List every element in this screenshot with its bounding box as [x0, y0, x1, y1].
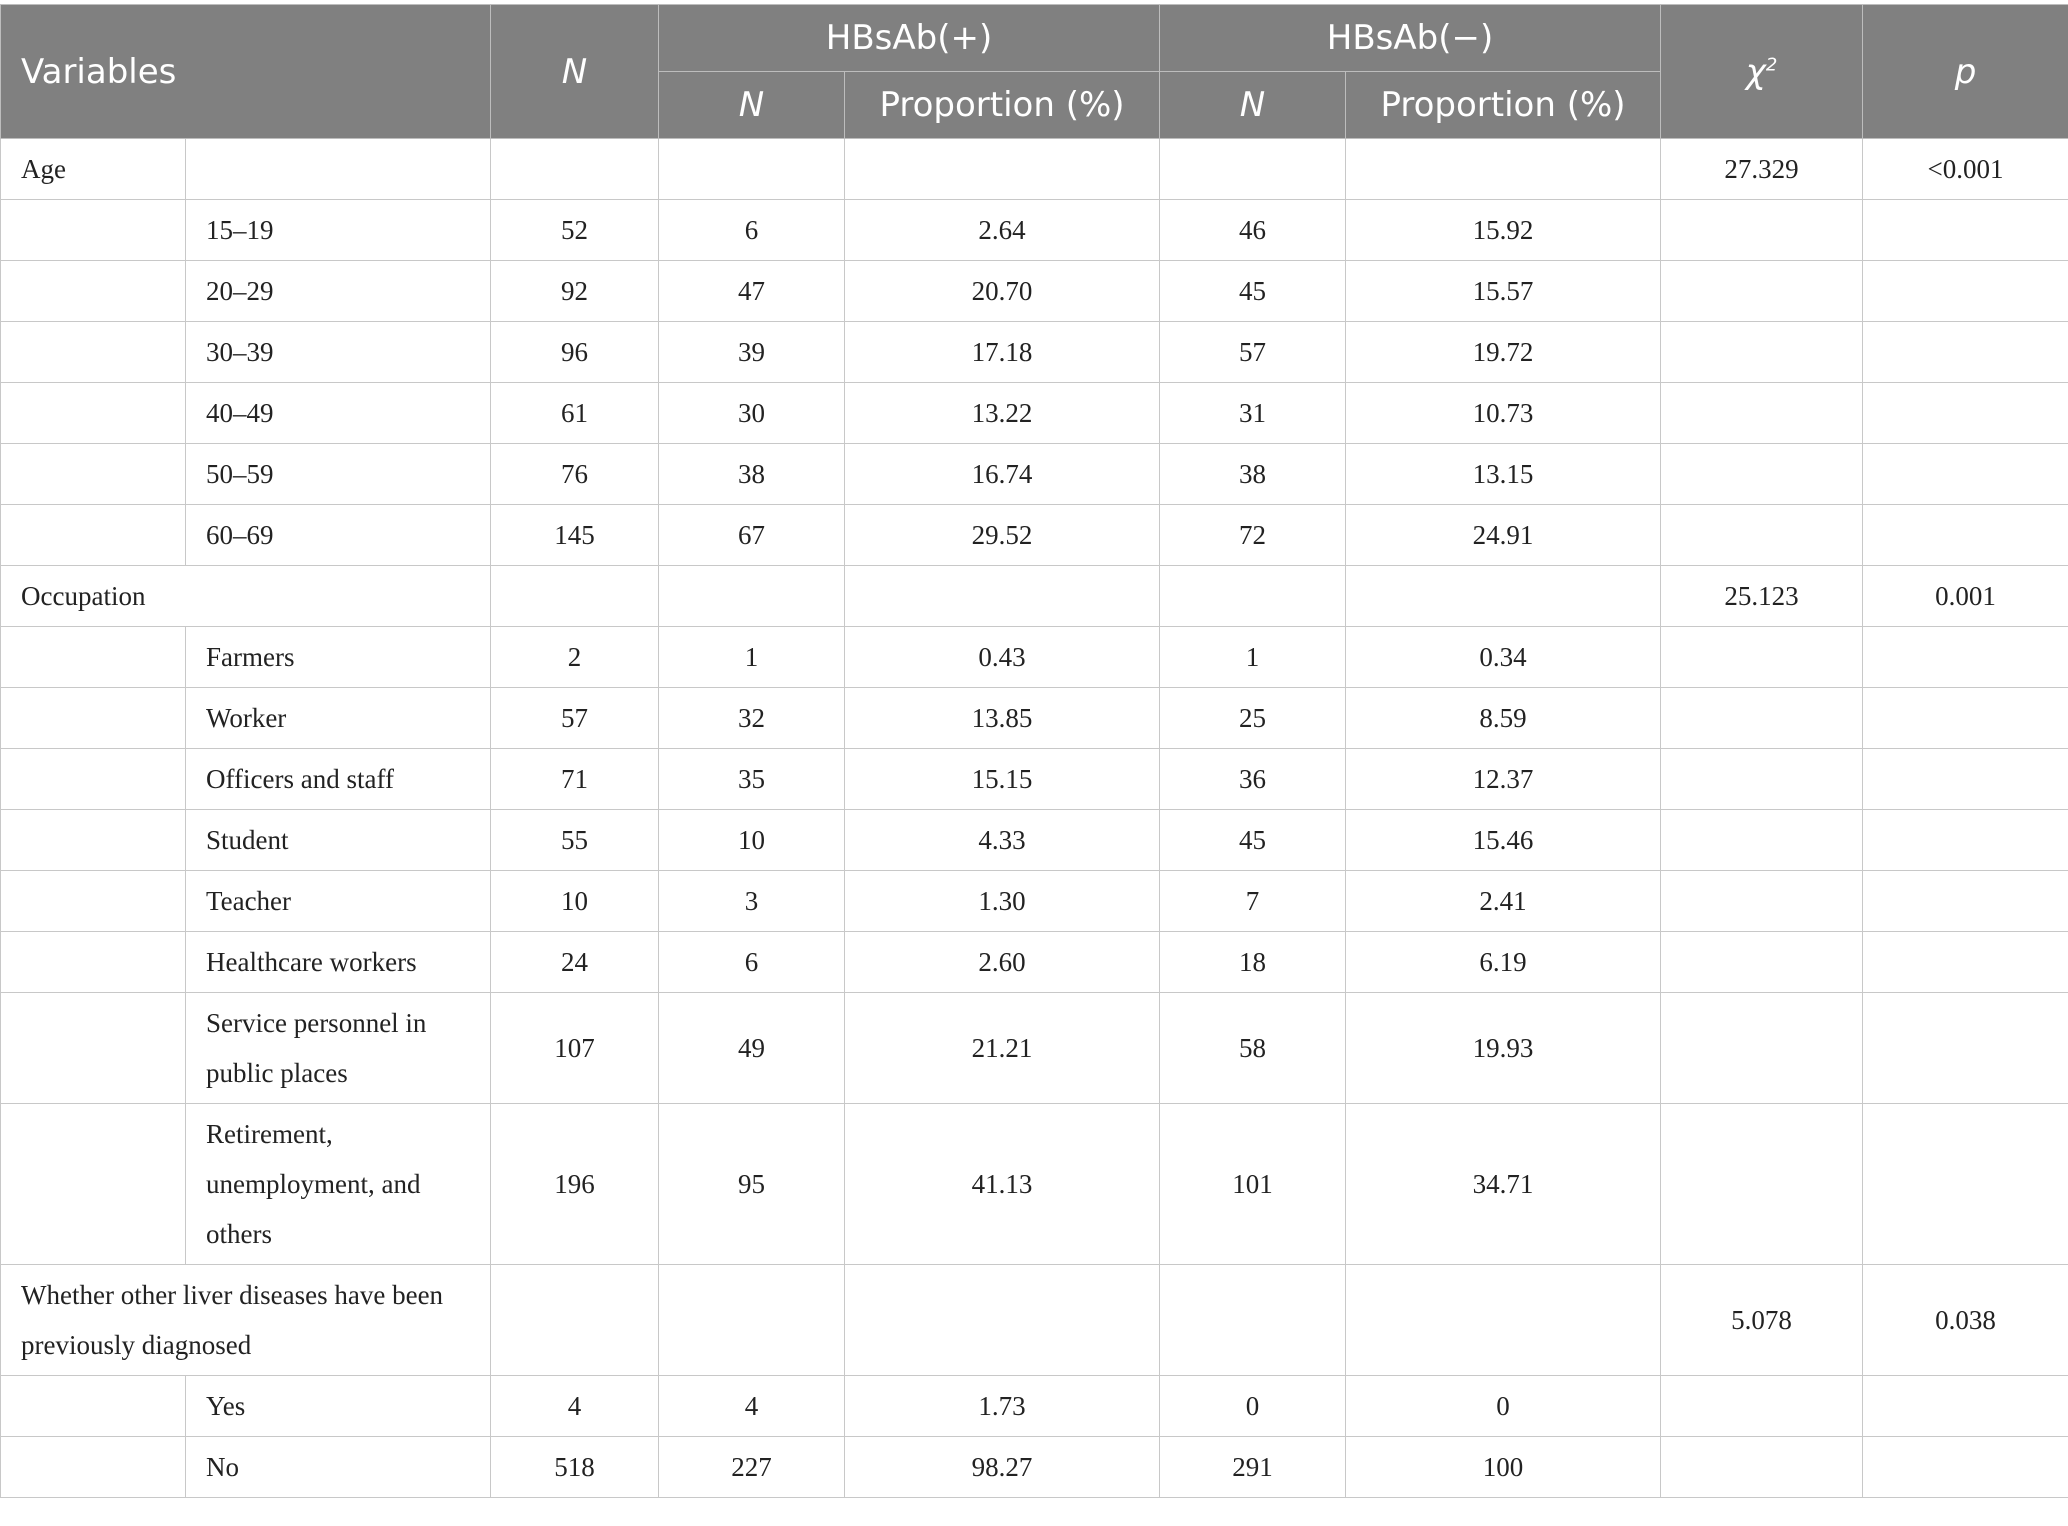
row-label: 15–19 [186, 200, 491, 261]
cell-negative-n: 7 [1160, 871, 1346, 932]
cell-positive-proportion: 1.30 [845, 871, 1160, 932]
cell-negative-n: 46 [1160, 200, 1346, 261]
cell-negative-n: 0 [1160, 1376, 1346, 1437]
cell-positive-n: 30 [659, 383, 845, 444]
row-label: Service personnel in public places [186, 993, 491, 1104]
cell-negative-n: 57 [1160, 322, 1346, 383]
cell-positive-n: 32 [659, 688, 845, 749]
cell-negative-proportion: 0 [1346, 1376, 1661, 1437]
cell-positive-proportion: 98.27 [845, 1437, 1160, 1498]
row-label: Retirement, unemployment, and others [186, 1104, 491, 1265]
table-row [1, 932, 2068, 993]
cell-negative-proportion: 13.15 [1346, 444, 1661, 505]
cell-n: 145 [491, 505, 659, 566]
cell-negative-n: 31 [1160, 383, 1346, 444]
table-row [1, 810, 2068, 871]
cell-positive-proportion: 2.64 [845, 200, 1160, 261]
header-hbsab-positive: HBsAb(+) [659, 5, 1160, 72]
header-positive-proportion: Proportion (%) [845, 72, 1160, 139]
cell-negative-n: 25 [1160, 688, 1346, 749]
cell-negative-n: 36 [1160, 749, 1346, 810]
cell-positive-proportion: 0.43 [845, 627, 1160, 688]
row-label: 60–69 [186, 505, 491, 566]
table-row [1, 1437, 2068, 1498]
cell-positive-proportion: 13.85 [845, 688, 1160, 749]
table-row [1, 627, 2068, 688]
cell-positive-proportion: 20.70 [845, 261, 1160, 322]
table-row [1, 993, 2068, 1104]
cell-n: 57 [491, 688, 659, 749]
cell-positive-n: 1 [659, 627, 845, 688]
cell-positive-proportion: 2.60 [845, 932, 1160, 993]
cell-positive-proportion: 1.73 [845, 1376, 1160, 1437]
cell-positive-n: 6 [659, 932, 845, 993]
cell-negative-n: 58 [1160, 993, 1346, 1104]
cell-negative-proportion: 10.73 [1346, 383, 1661, 444]
group-label: Whether other liver diseases have been previously diagnosed [1, 1265, 491, 1376]
cell-n: 196 [491, 1104, 659, 1265]
header-variables: Variables [1, 5, 491, 139]
header-chi-square: $\chi^2$ [1661, 5, 1863, 139]
cell-n: 10 [491, 871, 659, 932]
group-row-liver-disease [1, 1265, 2068, 1376]
table-row [1, 871, 2068, 932]
group-row-age [1, 139, 2068, 200]
cell-positive-n: 47 [659, 261, 845, 322]
cell-positive-n: 35 [659, 749, 845, 810]
cell-n: 92 [491, 261, 659, 322]
cell-n: 2 [491, 627, 659, 688]
cell-negative-proportion: 19.72 [1346, 322, 1661, 383]
cell-negative-proportion: 2.41 [1346, 871, 1661, 932]
cell-negative-proportion: 15.46 [1346, 810, 1661, 871]
header-p-value: p [1863, 5, 2068, 139]
cell-negative-n: 45 [1160, 810, 1346, 871]
row-label: 30–39 [186, 322, 491, 383]
cell-negative-proportion: 6.19 [1346, 932, 1661, 993]
cell-negative-proportion: 12.37 [1346, 749, 1661, 810]
group-label: Age [1, 139, 186, 200]
table-row [1, 200, 2068, 261]
cell-n: 518 [491, 1437, 659, 1498]
cell-n: 24 [491, 932, 659, 993]
p-value: <0.001 [1863, 139, 2068, 200]
cell-n: 55 [491, 810, 659, 871]
row-label: 40–49 [186, 383, 491, 444]
cell-positive-n: 38 [659, 444, 845, 505]
table-row [1, 1376, 2068, 1437]
cell-negative-n: 72 [1160, 505, 1346, 566]
cell-negative-proportion: 0.34 [1346, 627, 1661, 688]
chi-square-value: 25.123 [1661, 566, 1863, 627]
cell-negative-proportion: 19.93 [1346, 993, 1661, 1104]
cell-positive-proportion: 4.33 [845, 810, 1160, 871]
table-row [1, 505, 2068, 566]
cell-positive-proportion: 13.22 [845, 383, 1160, 444]
cell-positive-n: 95 [659, 1104, 845, 1265]
cell-n: 71 [491, 749, 659, 810]
chi-square-value: 5.078 [1661, 1265, 1863, 1376]
table-row [1, 1104, 2068, 1265]
table-row [1, 749, 2068, 810]
cell-negative-n: 1 [1160, 627, 1346, 688]
table-row [1, 261, 2068, 322]
row-label: 20–29 [186, 261, 491, 322]
cell-negative-proportion: 100 [1346, 1437, 1661, 1498]
row-label: 50–59 [186, 444, 491, 505]
cell-positive-proportion: 29.52 [845, 505, 1160, 566]
cell-negative-n: 45 [1160, 261, 1346, 322]
cell-positive-n: 10 [659, 810, 845, 871]
cell-positive-proportion: 21.21 [845, 993, 1160, 1104]
header-n: N [491, 5, 659, 139]
cell-n: 76 [491, 444, 659, 505]
cell-positive-n: 6 [659, 200, 845, 261]
row-label: Officers and staff [186, 749, 491, 810]
row-label: Yes [186, 1376, 491, 1437]
header-hbsab-negative: HBsAb(−) [1160, 5, 1661, 72]
header-positive-n: N [659, 72, 845, 139]
cell-positive-n: 49 [659, 993, 845, 1104]
table-row [1, 444, 2068, 505]
row-label: Worker [186, 688, 491, 749]
cell-negative-n: 291 [1160, 1437, 1346, 1498]
cell-n: 4 [491, 1376, 659, 1437]
cell-negative-n: 101 [1160, 1104, 1346, 1265]
cell-n: 52 [491, 200, 659, 261]
cell-negative-n: 38 [1160, 444, 1346, 505]
cell-negative-proportion: 34.71 [1346, 1104, 1661, 1265]
cell-positive-n: 3 [659, 871, 845, 932]
cell-negative-proportion: 24.91 [1346, 505, 1661, 566]
cell-n: 96 [491, 322, 659, 383]
cell-n: 61 [491, 383, 659, 444]
cell-positive-proportion: 41.13 [845, 1104, 1160, 1265]
cell-negative-n: 18 [1160, 932, 1346, 993]
table-row [1, 688, 2068, 749]
cell-negative-proportion: 15.57 [1346, 261, 1661, 322]
row-label: Farmers [186, 627, 491, 688]
table-row [1, 322, 2068, 383]
cell-n: 107 [491, 993, 659, 1104]
table-row [1, 383, 2068, 444]
row-label: Teacher [186, 871, 491, 932]
cell-positive-n: 4 [659, 1376, 845, 1437]
results-table [0, 4, 2068, 1498]
group-label: Occupation [1, 566, 491, 627]
cell-positive-proportion: 16.74 [845, 444, 1160, 505]
header-negative-proportion: Proportion (%) [1346, 72, 1661, 139]
chi-square-value: 27.329 [1661, 139, 1863, 200]
row-label: Student [186, 810, 491, 871]
p-value: 0.038 [1863, 1265, 2068, 1376]
cell-positive-n: 227 [659, 1437, 845, 1498]
cell-positive-proportion: 17.18 [845, 322, 1160, 383]
cell-positive-n: 67 [659, 505, 845, 566]
cell-negative-proportion: 15.92 [1346, 200, 1661, 261]
header-negative-n: N [1160, 72, 1346, 139]
cell-positive-n: 39 [659, 322, 845, 383]
cell-positive-proportion: 15.15 [845, 749, 1160, 810]
group-row-occupation [1, 566, 2068, 627]
row-label: Healthcare workers [186, 932, 491, 993]
row-label: No [186, 1437, 491, 1498]
cell-negative-proportion: 8.59 [1346, 688, 1661, 749]
p-value: 0.001 [1863, 566, 2068, 627]
